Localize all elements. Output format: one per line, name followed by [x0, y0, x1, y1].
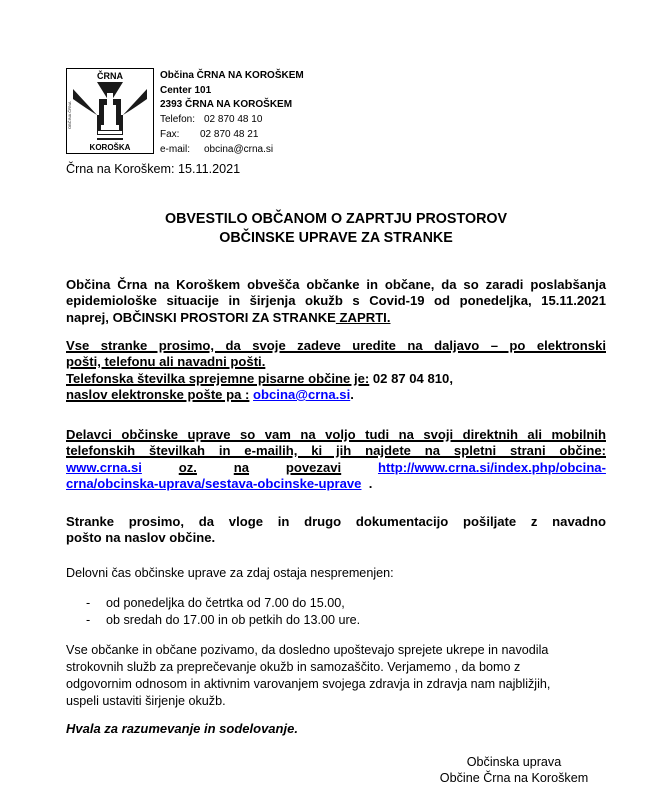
website-link[interactable]: www.crna.si [66, 459, 142, 475]
p4-line-2: pošto na naslov občine. [66, 530, 216, 546]
p2-line-3 [66, 371, 606, 387]
staff-page-link-end[interactable]: crna/obcinska-uprava/sestava-obcinske-uprave [66, 475, 362, 491]
hours-text: ob sredah do 17.00 in ob petkih do 13.00 ure. [106, 613, 361, 628]
signature-block [414, 755, 614, 786]
staff-page-link-start[interactable]: http://www.crna.si/index.php/obcina- [378, 459, 606, 475]
fax-label: Fax: [160, 128, 180, 140]
phone-number: 02 870 48 10 [204, 114, 263, 126]
signature-line-1: Občinska uprava [466, 755, 562, 769]
p1-line-2: epidemiološke situacije in širjenja okužb s Covid-19 od ponedeljka, 15.11.2021 [66, 293, 606, 309]
p3-line-4-end: . [368, 475, 373, 491]
phone-row [160, 113, 304, 128]
p6-line-4: uspeli ustaviti širjenje okužb. [66, 694, 226, 709]
p4-line-1: Stranke prosimo, da vloge in drugo dokumentacijo pošiljate z navadno [66, 514, 606, 529]
hours-text: od ponedeljka do četrtka od 7.00 do 15.00, [106, 596, 345, 610]
paragraph-working-hours-intro: Delovni čas občinske uprave za zdaj ostaja nespremenjen: [66, 566, 394, 580]
working-hours-list [86, 595, 360, 630]
phone-line-label: Telefonska številka sprejemne pisarne občine je: [66, 370, 370, 386]
paragraph-staff-contacts [66, 427, 606, 492]
closing-thanks: Hvala za razumevanje in sodelovanje. [66, 721, 298, 736]
email-label: e-mail: [160, 143, 191, 155]
p2-line-2: pošti, telefonu ali navadni pošti. [66, 354, 266, 370]
date-line: Črna na Koroškem: 15.11.2021 [66, 162, 241, 176]
p2-line-4-end: . [350, 386, 354, 402]
email-link[interactable]: obcina@crna.si [253, 386, 351, 402]
p6-line-2: strokovnih služb za preprečevanje okužb in samozaščito. Verjamemo , da bomo z [66, 660, 521, 675]
p2-line-4 [66, 387, 606, 403]
p3-line-1: Delavci občinske uprave so vam na voljo tudi na svoji direktnih ali mobilnih [66, 427, 606, 442]
paragraph-appeal [66, 642, 606, 710]
email-address[interactable]: obcina@crna.si [204, 143, 274, 155]
logo-top-text: ČRNA [97, 71, 123, 81]
list-dash: - [86, 613, 91, 628]
reception-phone-number: 02 87 04 810, [369, 370, 453, 386]
street-address: Center 101 [160, 84, 212, 96]
list-item [86, 612, 360, 629]
p1-line-3-text: naprej, OBČINSKI PROSTORI ZA STRANKE [66, 309, 336, 325]
city-address: 2393 ČRNA NA KOROŠKEM [160, 99, 293, 111]
document-title [66, 210, 606, 248]
email-line-label: naslov elektronske pošte pa : [66, 386, 250, 402]
list-item [86, 595, 360, 612]
p3-line-2: telefonskih številkah in e-mailih, ki jih najdete na spletni strani občine: [66, 443, 606, 459]
fax-number: 02 870 48 21 [200, 128, 259, 140]
p1-line-1: Občina Črna na Koroškem obvešča občanke in občane, da so zaradi poslabšanja [66, 277, 606, 292]
fax-row [160, 128, 304, 143]
title-line-1: OBVESTILO OBČANOM O ZAPRTJU PROSTOROV [164, 211, 508, 227]
p6-line-3: odgovornim odnosom in aktivnim varovanjem svojega zdravja in zdravja nam najbližjih, [66, 677, 551, 692]
municipality-name: Občina ČRNA NA KOROŠKEM [160, 70, 304, 81]
logo-side-text: OBČINA ČRNA [67, 101, 72, 129]
letterhead [160, 69, 304, 157]
p2-line-1: Vse stranke prosimo, da svoje zadeve uredite na daljavo – po elektronski [66, 338, 606, 353]
list-dash: - [86, 596, 91, 610]
signature-line-2: Občine Črna na Koroškem [439, 770, 589, 785]
p3-line-4 [66, 476, 606, 492]
p3-word-oz: oz. [178, 459, 197, 475]
p6-line-1: Vse občanke in občane pozivamo, da dosledno upoštevajo sprejete ukrepe in navodila [66, 643, 549, 657]
closed-word: ZAPRTI. [335, 309, 391, 325]
p1-line-3 [66, 310, 606, 326]
title-line-2: OBČINSKE UPRAVE ZA STRANKE [219, 230, 453, 246]
p3-word-povezavi: povezavi [285, 459, 342, 475]
paragraph-remote-contact [66, 338, 606, 403]
municipality-logo [66, 68, 154, 154]
p3-line-3 [66, 460, 606, 476]
email-row [160, 143, 304, 158]
p3-word-na: na [233, 459, 250, 475]
paragraph-documents-by-mail [66, 514, 606, 547]
logo-bottom-text: KOROŠKA [89, 143, 131, 152]
phone-label: Telefon: [160, 114, 196, 126]
paragraph-closure-notice [66, 277, 606, 326]
